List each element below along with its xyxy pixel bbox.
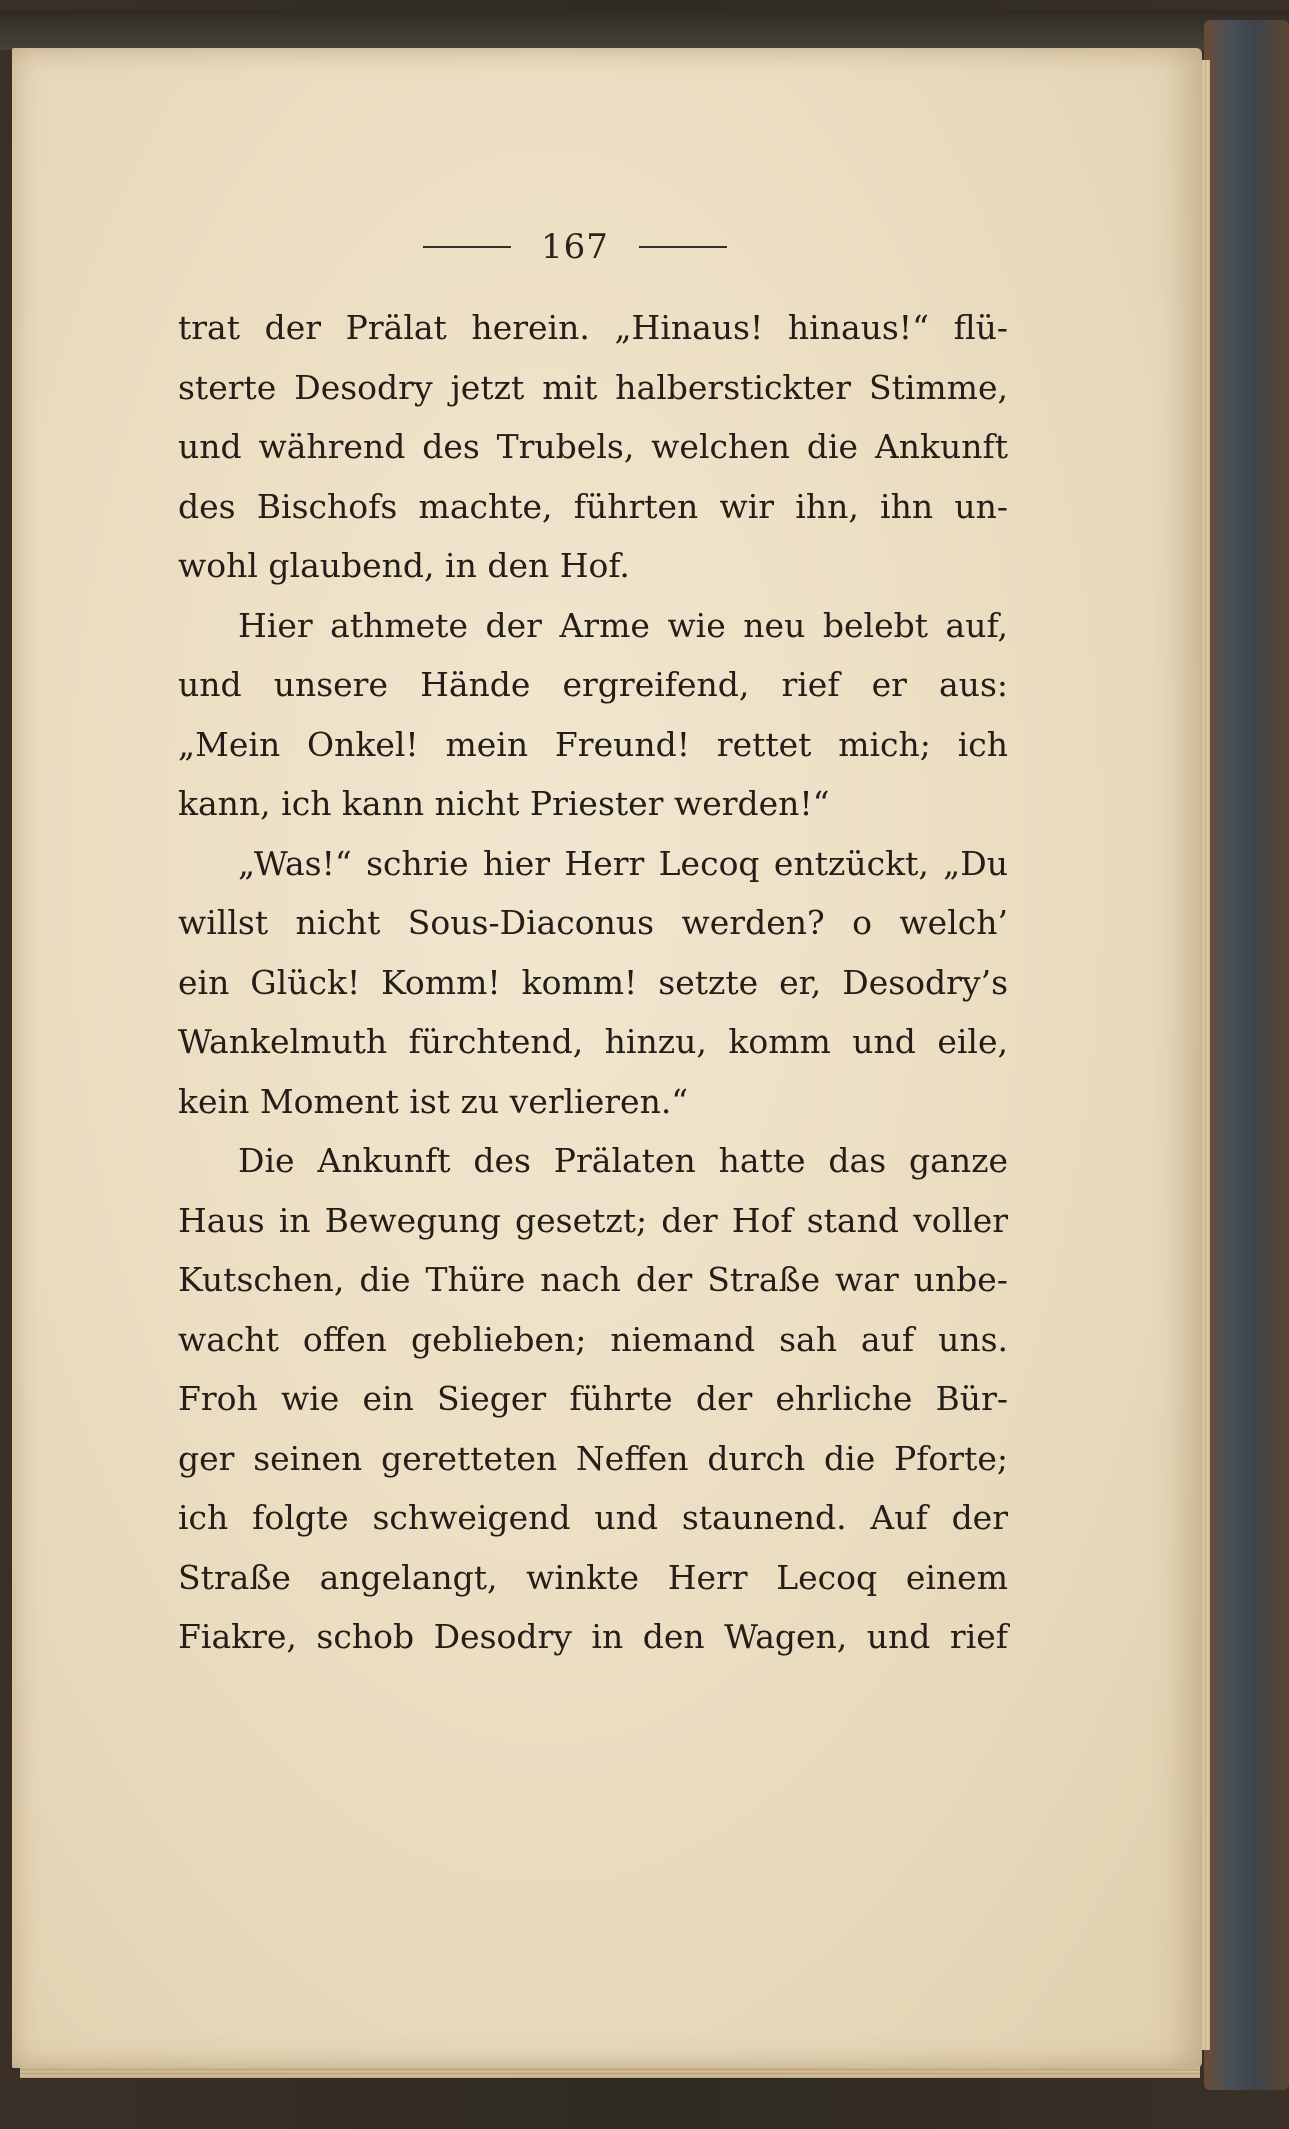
text-line: ger seinen geretteten Neffen durch die Pforte; [178,1438,1008,1478]
text-line: „Mein Onkel! mein Freund! rettet mich; ich [178,724,1008,764]
text-line: Fiakre, schob Desodry in den Wagen, und rief [178,1617,1008,1656]
text-line: wacht offen geblieben; niemand sah auf uns. [178,1319,1008,1359]
text-line: kein Moment ist zu verlieren.“ [178,1081,689,1121]
header-rule-right [639,246,727,248]
text-line: des Bischofs machte, führten wir ihn, ihn un- [178,486,1008,526]
text-line: und unsere Hände ergreifend, rief er aus: [178,665,1008,704]
book-cover-edge [1204,20,1289,2090]
text-line: wohl glaubend, in den Hof. [178,546,630,585]
text-line: „Was!“ schrie hier Herr Lecoq entzückt, „Du [238,843,1008,883]
book-cover-top [0,10,1289,50]
page-header [410,222,740,272]
text-line: sterte Desodry jetzt mit halberstickter Stimme, [178,367,1008,407]
text-line: Wankelmuth fürchtend, hinzu, komm und eile, [178,1022,1008,1061]
text-line: Straße angelangt, winkte Herr Lecoq einem [178,1557,1008,1597]
text-line: ein Glück! Komm! komm! setzte er, Desodry’s [178,962,1008,1002]
text-line: Die Ankunft des Prälaten hatte das ganze [238,1141,1008,1180]
text-line: kann, ich kann nicht Priester werden!“ [178,784,830,823]
text-line: Kutschen, die Thüre nach der Straße war unbe- [178,1260,1008,1299]
text-line: ich folgte schweigend und staunend. Auf der [178,1498,1008,1537]
text-line: Haus in Bewegung gesetzt; der Hof stand voller [178,1200,1008,1240]
body-text [178,298,1008,1667]
header-rule-left [423,246,511,248]
text-line: Hier athmete der Arme wie neu belebt auf, [238,605,1008,645]
text-line: und während des Trubels, welchen die Ankunft [178,427,1008,466]
text-line: willst nicht Sous-Diaconus werden? o welch’ [178,903,1008,942]
text-line: Froh wie ein Sieger führte der ehrliche Bür- [178,1379,1008,1418]
text-line: trat der Prälat herein. „Hinaus! hinaus!“ flü- [178,308,1008,347]
page-number: 167 [541,227,609,267]
